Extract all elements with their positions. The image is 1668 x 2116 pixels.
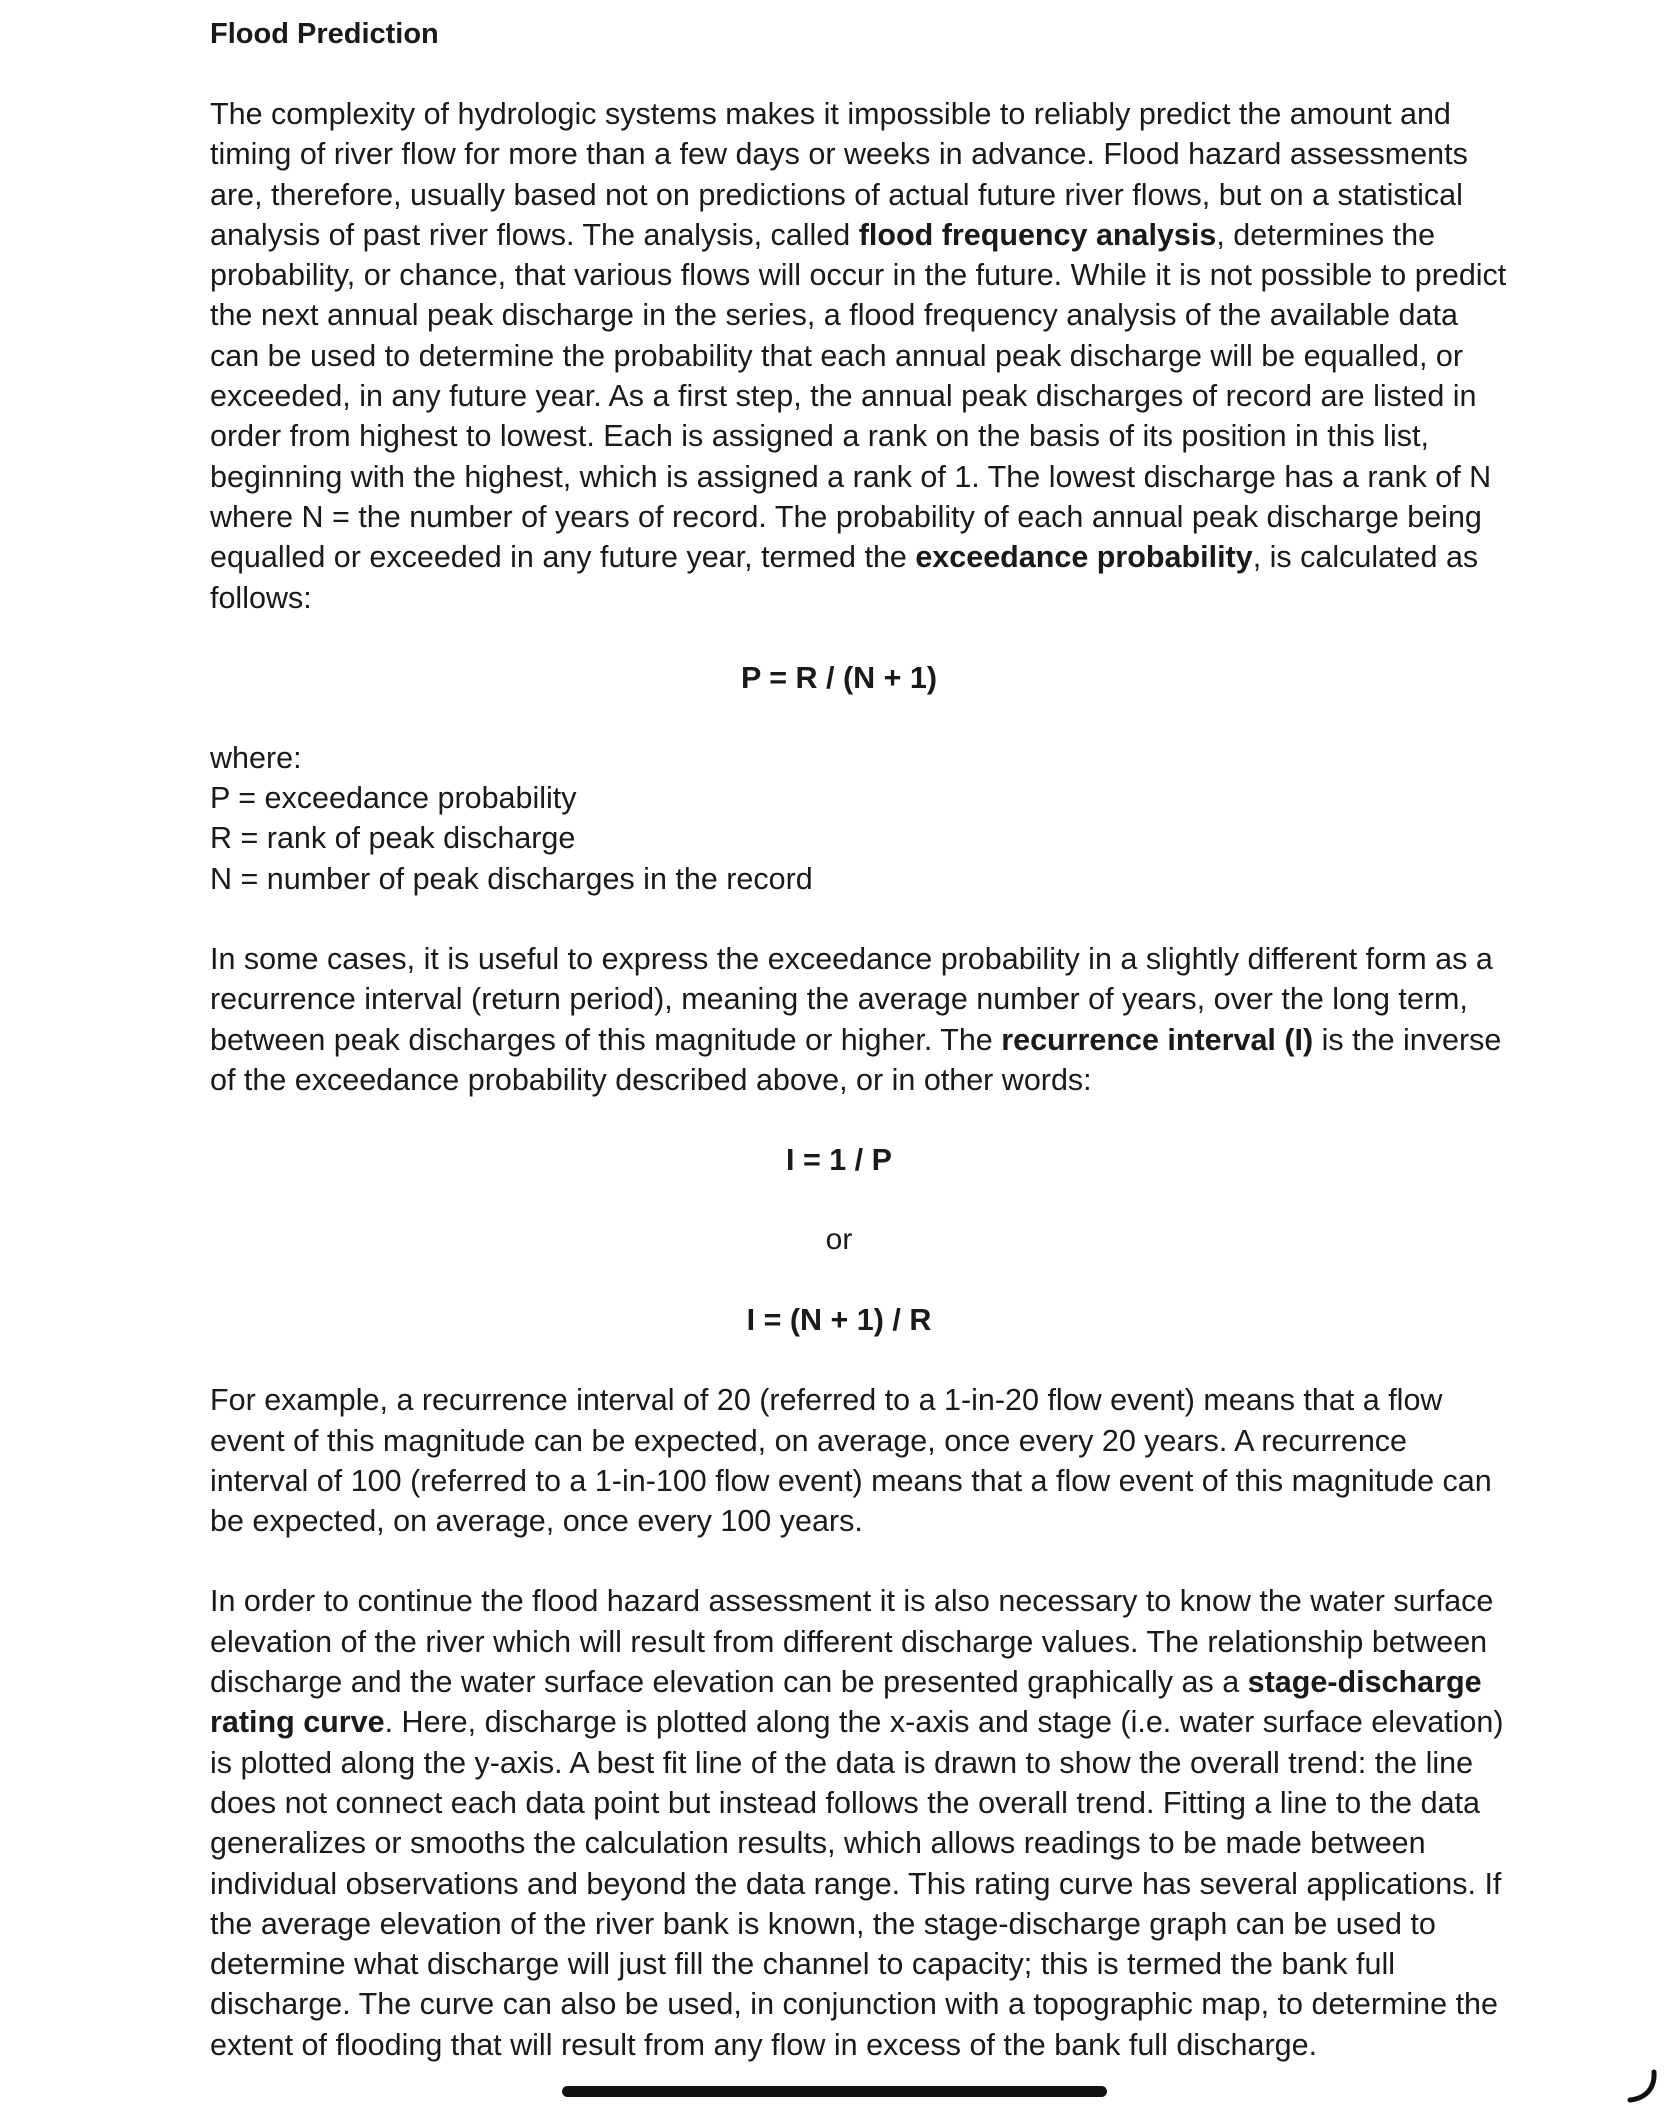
- paragraph-rating-curve: [210, 1581, 1510, 2065]
- paragraph-intro-text-3: , is calculated as follows:: [210, 540, 1479, 615]
- scroll-corner-icon: [1624, 2068, 1660, 2104]
- formula-exceedance-probability: P = R / (N + 1): [740, 660, 938, 695]
- document-page: [210, 14, 1510, 2065]
- paragraph-recurrence-text-1: In some cases, it is useful to express the exceedance probability in a slightly different form as a recurrence interval (return period), meaning the average number of years, over the long term, between peak discharges of this magnitude or higher. The: [210, 942, 1493, 1057]
- definition-p: P = exceedance probability: [210, 781, 577, 816]
- definitions-list: [210, 738, 1510, 899]
- paragraph-recurrence: [210, 939, 1510, 1100]
- formula-or-label: or: [825, 1223, 853, 1257]
- paragraph-intro-text-1: The complexity of hydrologic systems makes it impossible to reliably predict the amount and timing of river flow for more than a few days or weeks in advance. Flood hazard assessments are, therefore, usually based not on predictions of actual future river flows, but on a statistical analysis of past river flows. The analysis, called: [210, 97, 1468, 252]
- formula-recurrence-interval-1: I = 1 / P: [786, 1143, 892, 1178]
- paragraph-rating-curve-text-2: . Here, discharge is plotted along the x-axis and stage (i.e. water surface elevation) is plotted along the y-axis. A best fit line of the data is drawn to show the overall trend: the line does not connect each data point but instead follows the overall trend. Fitting a line to the data generalizes or smooths the calculation results, which allows readings to be made between individual observations and beyond the data range. This rating curve has several applications. If the average elevation of the river bank is known, the stage-discharge graph can be used to determine what discharge will just fill the channel to capacity; this is termed the bank full discharge. The curve can also be used, in conjunction with a topographic map, to determine the extent of flooding that will result from any flow in excess of the bank full discharge.: [210, 1705, 1504, 2062]
- term-flood-frequency-analysis: flood frequency analysis: [858, 217, 1217, 252]
- where-label: where:: [210, 740, 302, 775]
- term-stage-discharge-rating-curve: stage-discharge rating curve: [210, 1665, 1482, 1740]
- paragraph-intro-text-2: , determines the probability, or chance, that various flows will occur in the future. While it is not possible to predict the next annual peak discharge in the series, a flood frequency analysis of the available data can be used to determine the probability that each annual peak discharge will be equalled, or exceeded, in any future year. As a first step, the annual peak discharges of record are listed in order from highest to lowest. Each is assigned a rank on the basis of its position in this list, beginning with the highest, which is assigned a rank of 1. The lowest discharge has a rank of N where N = the number of years of record. The probability of each annual peak discharge being equalled or exceeded in any future year, termed the: [210, 217, 1507, 575]
- definition-n: N = number of peak discharges in the record: [210, 861, 813, 896]
- document-title: Flood Prediction: [210, 18, 439, 50]
- paragraph-spacer: [210, 1541, 1510, 1581]
- paragraph-recurrence-text-2: is the inverse of the exceedance probability described above, or in other words:: [210, 1022, 1502, 1097]
- term-exceedance-probability: exceedance probability: [915, 540, 1253, 575]
- paragraph-rating-curve-text-1: In order to continue the flood hazard assessment it is also necessary to know the water surface elevation of the river which will result from different discharge values. The relationship between discharge and the water surface elevation can be presented graphically as a: [210, 1584, 1494, 1700]
- paragraph-example: For example, a recurrence interval of 20 (referred to a 1-in-20 flow event) means that a flow event of this magnitude can be expected, on average, once every 20 years. A recurrence interval of 100 (referred to a 1-in-100 flow event) means that a flow event of this magnitude can be expected, on average, once every 100 years.: [210, 1383, 1492, 1539]
- paragraph-intro: [210, 94, 1510, 618]
- definition-r: R = rank of peak discharge: [210, 821, 576, 856]
- home-indicator-bar[interactable]: [562, 2086, 1107, 2097]
- formula-recurrence-interval-2: I = (N + 1) / R: [746, 1303, 932, 1338]
- term-recurrence-interval: recurrence interval (I): [1001, 1022, 1314, 1057]
